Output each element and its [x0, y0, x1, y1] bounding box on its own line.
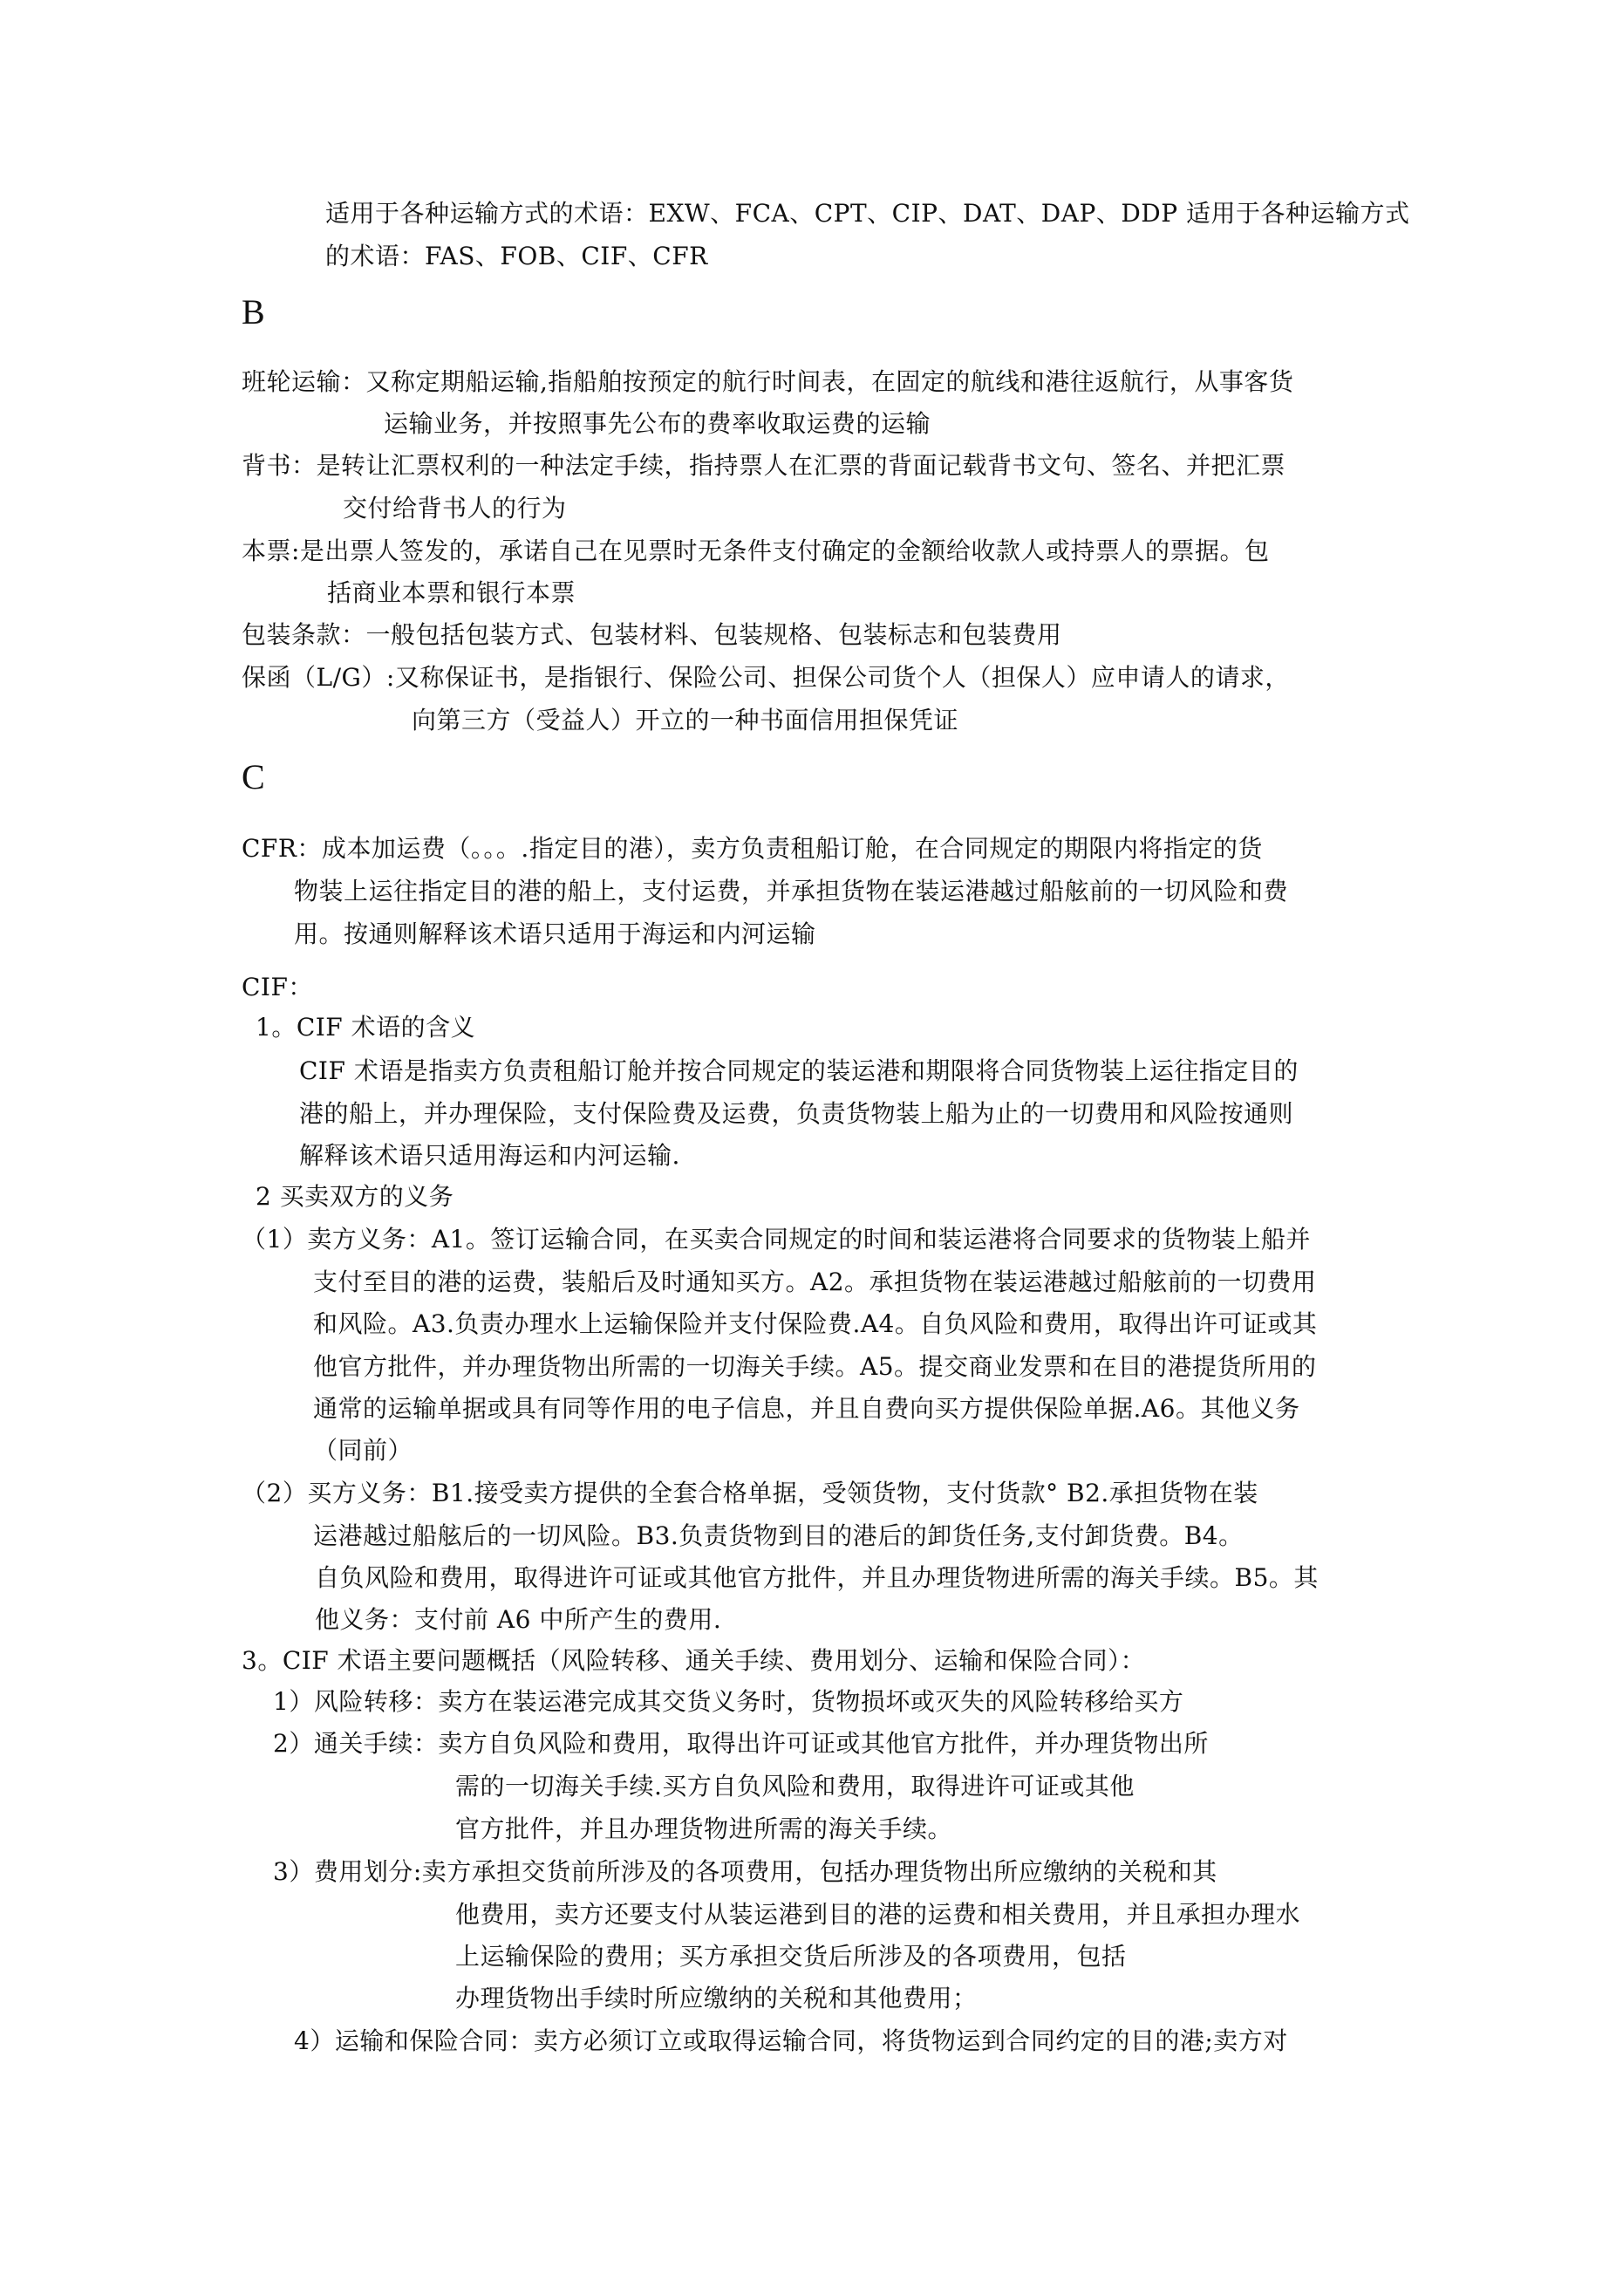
term-baohan-line-2: 向第三方（受益人）开立的一种书面信用担保凭证 — [412, 706, 959, 735]
cost-division-line-3: 上运输保险的费用；买方承担交货后所涉及的各项费用，包括 — [455, 1942, 1127, 1971]
cif-1-line-2: 港的船上，并办理保险，支付保险费及运费，负责货物装上船为止的一切费用和风险按通则 — [299, 1099, 1294, 1128]
buyer-obligations-line-3: 自负风险和费用，取得进许可证或其他官方批件，并且办理货物进所需的海关手续。B5。其 — [315, 1563, 1319, 1592]
transport-insurance-line-1: 4）运输和保险合同：卖方必须订立或取得运输合同，将货物运到合同约定的目的港;卖方对 — [294, 2026, 1288, 2055]
buyer-obligations-line-4: 他义务：支付前 A6 中所产生的费用. — [315, 1605, 722, 1634]
cif-2-title: 2 买卖双方的义务 — [256, 1182, 454, 1211]
term-cfr-line-3: 用。按通则解释该术语只适用于海运和内河运输 — [294, 919, 816, 948]
seller-obligations-line-3: 和风险。A3.负责办理水上运输保险并支付保险费.A4。自负风险和费用，取得出许可证或其 — [313, 1309, 1318, 1338]
seller-obligations-line-1: （1）卖方义务：A1。签订运输合同，在买卖合同规定的时间和装运港将合同要求的货物装上船并 — [242, 1225, 1311, 1254]
term-benpiao-line-2: 括商业本票和银行本票 — [327, 578, 576, 607]
term-cif-label: CIF： — [242, 973, 313, 1001]
customs-line-3: 官方批件，并且办理货物进所需的海关手续。 — [455, 1814, 953, 1843]
term-cfr-line-1: CFR：成本加运费（。。。.指定目的港），卖方负责租船订舱，在合同规定的期限内将指定的货 — [242, 834, 1263, 863]
cif-1-line-3: 解释该术语只适用海运和内河运输. — [299, 1141, 680, 1170]
term-cfr-line-2: 物装上运往指定目的港的船上，支付运费，并承担货物在装运港越过船舷前的一切风险和费 — [294, 877, 1289, 905]
cif-1-line-1: CIF 术语是指卖方负责租船订舱并按合同规定的装运港和期限将合同货物装上运往指定目的 — [299, 1056, 1299, 1085]
term-beishu-line-2: 交付给背书人的行为 — [343, 494, 567, 523]
term-beishu-line-1: 背书：是转让汇票权利的一种法定手续，指持票人在汇票的背面记载背书文句、签名、并把汇票 — [242, 451, 1286, 480]
customs-line-1: 2）通关手续：卖方自负风险和费用，取得出许可证或其他官方批件，并办理货物出所 — [273, 1729, 1209, 1758]
term-benpiao-line-1: 本票:是出票人签发的，承诺自己在见票时无条件支付确定的金额给收款人或持票人的票据。包 — [242, 536, 1270, 565]
risk-transfer: 1）风险转移：卖方在装运港完成其交货义务时，货物损坏或灭失的风险转移给买方 — [273, 1687, 1184, 1716]
cost-division-line-4: 办理货物出手续时所应缴纳的关税和其他费用； — [455, 1984, 978, 2012]
term-baozhuang: 包装条款：一般包括包装方式、包装材料、包装规格、包装标志和包装费用 — [242, 620, 1062, 649]
seller-obligations-line-2: 支付至目的港的运费，装船后及时通知买方。A2。承担货物在装运港越过船舷前的一切费用 — [313, 1268, 1317, 1296]
seller-obligations-line-5: 通常的运输单据或具有同等作用的电子信息，并且自费向买方提供保险单据.A6。其他义务 — [313, 1394, 1300, 1423]
seller-obligations-line-4: 他官方批件，并办理货物出所需的一切海关手续。A5。提交商业发票和在目的港提货所用的 — [313, 1352, 1317, 1381]
term-banlun-line-2: 运输业务，并按照事先公布的费率收取运费的运输 — [384, 409, 931, 438]
cif-3-title: 3。CIF 术语主要问题概括（风险转移、通关手续、费用划分、运输和保险合同）： — [242, 1646, 1146, 1675]
seller-obligations-line-6: （同前） — [313, 1436, 413, 1465]
buyer-obligations-line-1: （2）买方义务：B1.接受卖方提供的全套合格单据，受领货物，支付货款° B2.承担货物在装 — [242, 1479, 1258, 1507]
term-baohan-line-1: 保函（L/G）:又称保证书，是指银行、保险公司、担保公司货个人（担保人）应申请人的请求， — [242, 663, 1290, 692]
section-heading-c: C — [242, 757, 265, 796]
cost-division-line-1: 3）费用划分:卖方承担交货前所涉及的各项费用，包括办理货物出所应缴纳的关税和其 — [273, 1857, 1217, 1886]
cif-1-title: 1。CIF 术语的含义 — [256, 1013, 476, 1042]
section-heading-b: B — [242, 292, 265, 331]
intro-line-1: 适用于各种运输方式的术语：EXW、FCA、CPT、CIP、DAT、DAP、DDP 适用于各种运输方式 — [325, 199, 1410, 228]
intro-line-2: 的术语：FAS、FOB、CIF、CFR — [325, 242, 708, 270]
buyer-obligations-line-2: 运港越过船舷后的一切风险。B3.负责货物到目的港后的卸货任务,支付卸货费。B4。 — [313, 1521, 1244, 1550]
customs-line-2: 需的一切海关手续.买方自负风险和费用，取得进许可证或其他 — [455, 1772, 1135, 1801]
cost-division-line-2: 他费用，卖方还要支付从装运港到目的港的运费和相关费用，并且承担办理水 — [455, 1900, 1301, 1929]
term-banlun-line-1: 班轮运输：又称定期船运输,指船舶按预定的航行时间表，在固定的航线和港往返航行，从事客货 — [242, 367, 1294, 396]
